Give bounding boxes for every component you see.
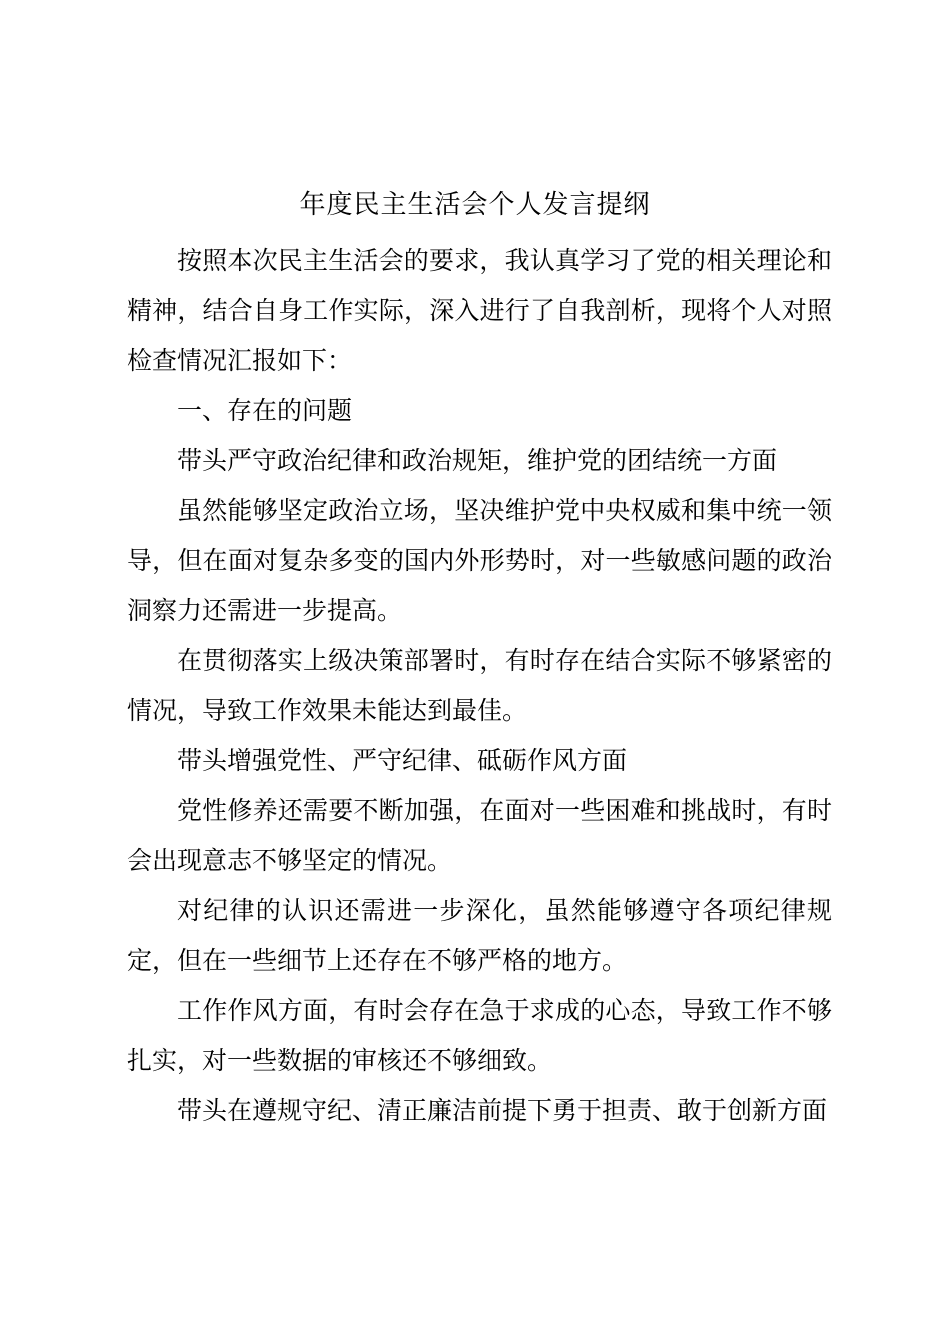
paragraph: 虽然能够坚定政治立场，坚决维护党中央权威和集中统一领导，但在面对复杂多变的国内外形势时，对一些敏感问题的政治洞察力还需进一步提高。: [127, 496, 832, 625]
paragraph: 对纪律的认识还需进一步深化，虽然能够遵守各项纪律规定，但在一些细节上还存在不够严格的地方。: [127, 896, 832, 975]
section-heading-problems: 一、存在的问题: [177, 396, 353, 425]
paragraph: 工作作风方面，有时会存在急于求成的心态，导致工作不够扎实，对一些数据的审核还不够细致。: [127, 996, 832, 1075]
subheading-responsibility-innovation: 带头在遵规守纪、清正廉洁前提下勇于担责、敢于创新方面: [177, 1096, 828, 1125]
paragraph-intro: 按照本次民主生活会的要求，我认真学习了党的相关理论和精神，结合自身工作实际，深入进行了自我剖析，现将个人对照检查情况汇报如下：: [127, 246, 832, 375]
document-title: 年度民主生活会个人发言提纲: [299, 190, 651, 220]
document-body: [127, 236, 832, 1136]
paragraph: 党性修养还需要不断加强，在面对一些困难和挑战时，有时会出现意志不够坚定的情况。: [127, 796, 832, 875]
paragraph: 在贯彻落实上级决策部署时，有时存在结合实际不够紧密的情况，导致工作效果未能达到最佳。: [127, 646, 832, 725]
subheading-political-discipline: 带头严守政治纪律和政治规矩，维护党的团结统一方面: [177, 446, 778, 475]
subheading-party-spirit: 带头增强党性、严守纪律、砥砺作风方面: [177, 746, 628, 775]
